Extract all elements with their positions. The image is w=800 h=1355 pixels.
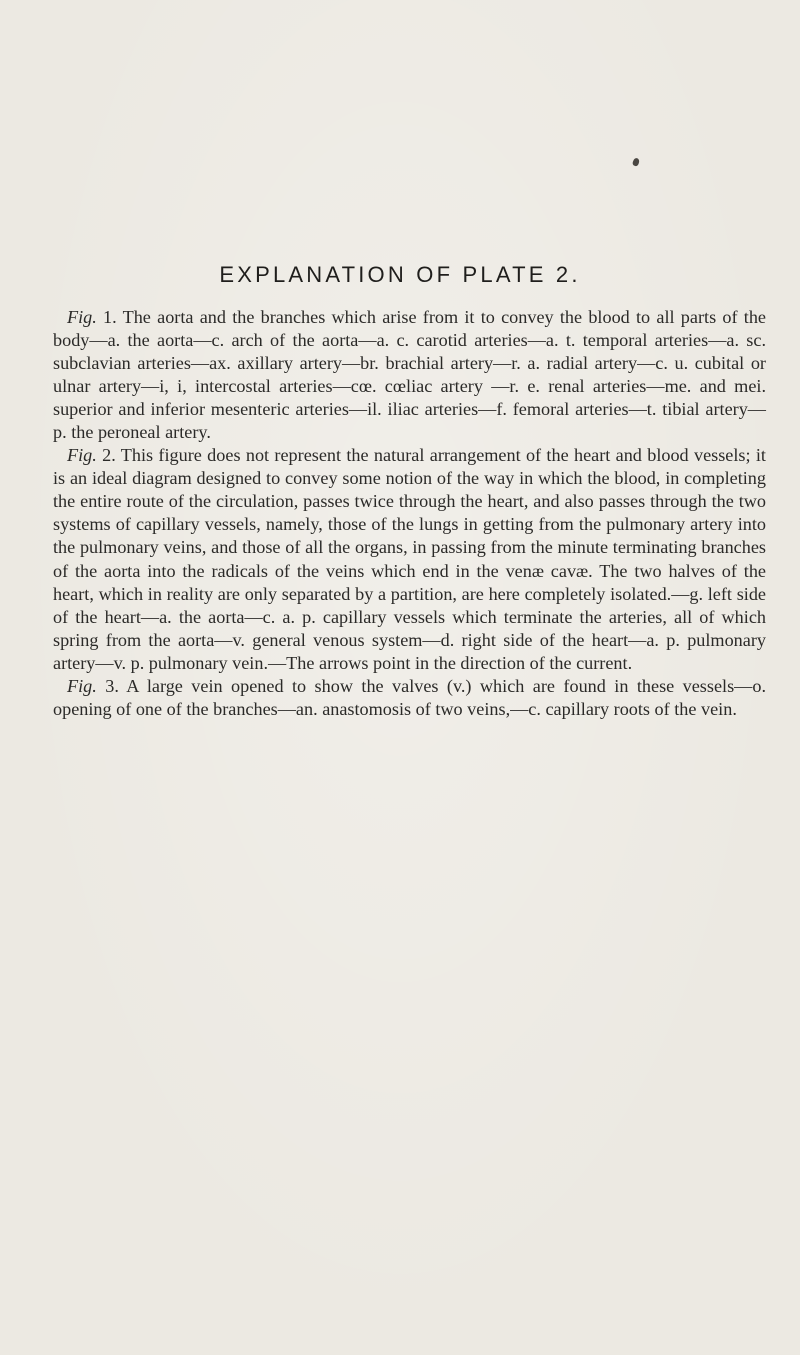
fig-3-label: Fig. xyxy=(67,675,97,696)
fig-3-text: 3. A large vein opened to show the valves (v.) which are found in these vessels—o. opening of one of the branches—an. anastomosis of two veins,—c. capillary roots of the vein. xyxy=(53,675,766,719)
ink-speck xyxy=(632,157,640,166)
fig-1-label: Fig. xyxy=(67,307,97,327)
fig-2-text: 2. This figure does not represent the natural arrangement of the heart and blood vessels; it is an ideal diagram designed to convey some notion of the way in which the blood, in completing the entire route of the circulation, passes twice through the heart, and also passes through the two systems of capillary vessels, namely, those of the lungs in getting from the pulmonary artery into the pulmonary veins, and those of all the organs, in passing from the minute terminating branches of the aorta into the radicals of the veins which end in the venæ cavæ. The two halves of the heart, which in reality are only separated by a partition, are here completely isolated.—g. left side of the heart—a. the aorta—c. a. p. capillary vessels which terminate the arteries, all of which spring from the aorta—v. general venous system—d. right side of the heart—a. p. pulmonary artery—v. p. pulmonary vein.—The arrows point in the direction of the current. xyxy=(53,445,766,673)
fig-2-label: Fig. xyxy=(67,445,97,466)
plate-title: EXPLANATION OF PLATE 2. xyxy=(219,262,581,287)
fig-2-paragraph xyxy=(53,444,766,674)
fig-1-text: 1. The aorta and the branches which arise from it to convey the blood to all parts of the body—a. the aorta—c. arch of the aorta—a. c. carotid arteries—a. t. temporal arteries—a. sc. subclavian arteries—ax. axillary artery—br. brachial artery—r. a. radial artery—c. u. cubital or ulnar artery—i, i, intercostal arteries—cœ. cœliac artery —r. e. renal arteries—me. and mei. superior and inferior mesenteric arteries—il. iliac arteries—f. femoral arteries—t. tibial artery—p. the peroneal artery. xyxy=(53,307,766,443)
fig-1-paragraph xyxy=(53,306,766,444)
explanation-body xyxy=(53,306,766,721)
fig-3-paragraph xyxy=(53,675,766,721)
